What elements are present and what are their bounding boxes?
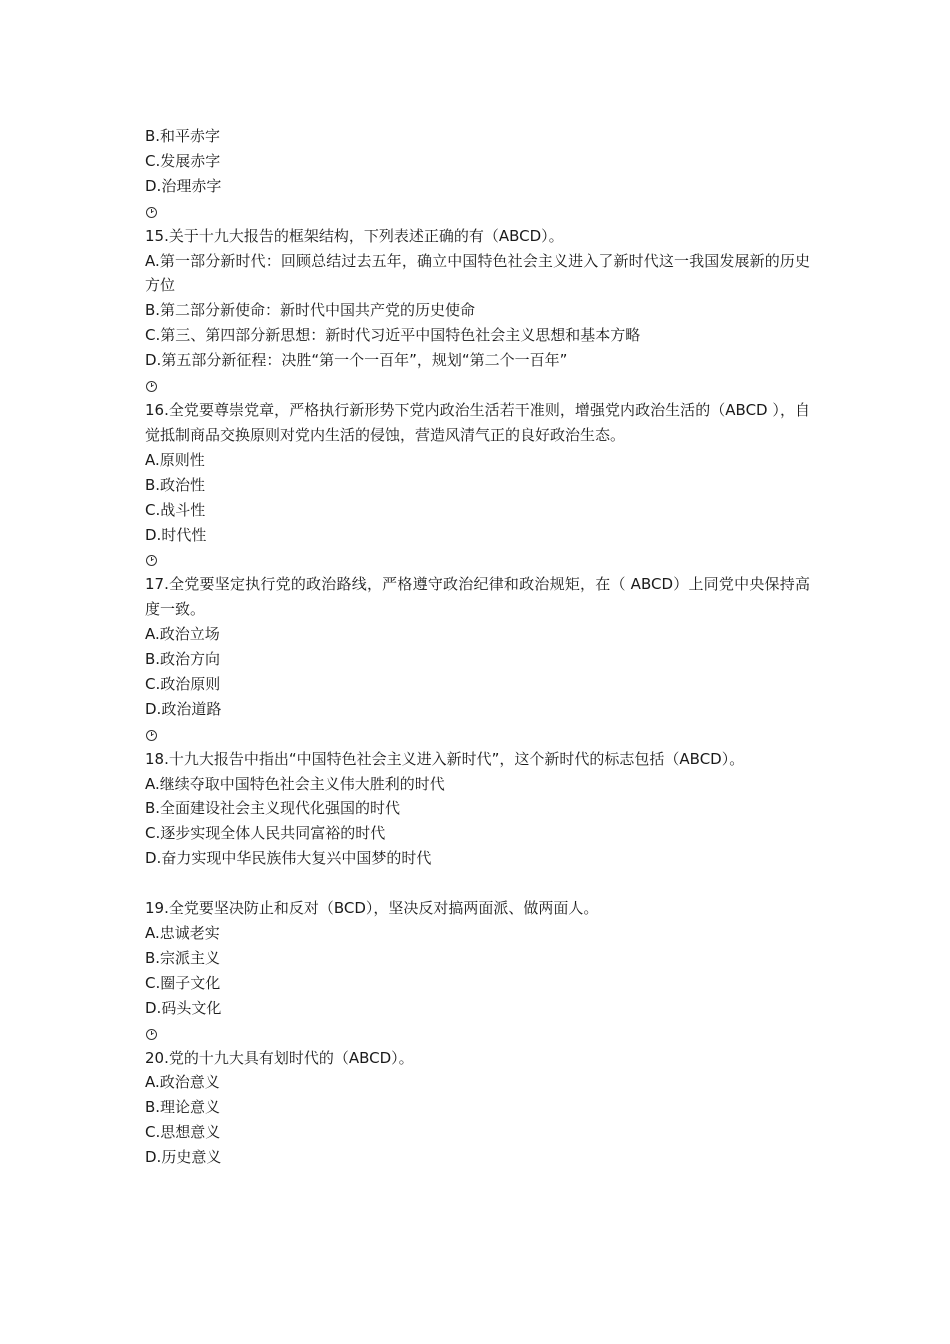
q14-option-c: C.发展赤字 bbox=[145, 151, 221, 170]
clock-icon bbox=[146, 381, 157, 392]
clock-icon bbox=[146, 555, 157, 566]
q17-option-c: C.政治原则 bbox=[145, 674, 221, 693]
q20-question: 20.党的十九大具有划时代的（ABCD）。 bbox=[145, 1048, 414, 1067]
q14-option-d: D.治理赤字 bbox=[145, 176, 222, 195]
q18-question: 18.十九大报告中指出“中国特色社会主义进入新时代”，这个新时代的标志包括（ABCD）。 bbox=[145, 749, 745, 768]
clock-icon bbox=[146, 730, 157, 741]
q20-option-a: A.政治意义 bbox=[145, 1073, 220, 1092]
q15-option-c: C.第三、第四部分新思想：新时代习近平中国特色社会主义思想和基本方略 bbox=[145, 326, 641, 345]
q16-option-c: C.战斗性 bbox=[145, 500, 206, 519]
q20-option-b: B.理论意义 bbox=[145, 1098, 221, 1117]
q18-option-b: B.全面建设社会主义现代化强国的时代 bbox=[145, 799, 401, 818]
q16-option-d: D.时代性 bbox=[145, 525, 207, 544]
q19-option-c: C.圈子文化 bbox=[145, 973, 221, 992]
clock-icon bbox=[146, 207, 157, 218]
q18-option-c: C.逐步实现全体人民共同富裕的时代 bbox=[145, 824, 386, 843]
q15-question: 15.关于十九大报告的框架结构，下列表述正确的有（ABCD）。 bbox=[145, 226, 564, 245]
q19-option-d: D.码头文化 bbox=[145, 998, 222, 1017]
document-body bbox=[145, 124, 810, 1170]
clock-icon-row bbox=[145, 373, 810, 398]
clock-icon-row bbox=[145, 199, 810, 224]
q20-option-c: C.思想意义 bbox=[145, 1123, 221, 1142]
q16-question: 16.全党要尊崇党章，严格执行新形势下党内政治生活若干准则，增强党内政治生活的（ABCD ），自觉抵制商品交换原则对党内生活的侵蚀，营造风清气正的良好政治生态。 bbox=[145, 400, 810, 444]
q17-question: 17.全党要坚定执行党的政治路线，严格遵守政治纪律和政治规矩，在（ ABCD）上同党中央保持高度一致。 bbox=[145, 575, 810, 619]
q19-option-b: B.宗派主义 bbox=[145, 948, 221, 967]
q15-option-d: D.第五部分新征程：决胜“第一个一百年”，规划“第二个一百年” bbox=[145, 351, 568, 370]
q19-question: 19.全党要坚决防止和反对（BCD），坚决反对搞两面派、做两面人。 bbox=[145, 899, 599, 918]
q19-option-a: A.忠诚老实 bbox=[145, 923, 220, 942]
blank-line bbox=[145, 871, 810, 896]
q14-option-b: B.和平赤字 bbox=[145, 127, 221, 145]
q17-option-b: B.政治方向 bbox=[145, 650, 221, 669]
q20-option-d: D.历史意义 bbox=[145, 1148, 222, 1167]
q17-option-a: A.政治立场 bbox=[145, 625, 220, 644]
q16-option-b: B.政治性 bbox=[145, 475, 206, 494]
q16-option-a: A.原则性 bbox=[145, 450, 205, 469]
q15-option-b: B.第二部分新使命：新时代中国共产党的历史使命 bbox=[145, 301, 476, 320]
q18-option-a: A.继续夺取中国特色社会主义伟大胜利的时代 bbox=[145, 774, 445, 793]
q15-option-a: A.第一部分新时代：回顾总结过去五年，确立中国特色社会主义进入了新时代这一我国发展新的历史方位 bbox=[145, 251, 810, 295]
clock-icon-row bbox=[145, 722, 810, 747]
clock-icon-row bbox=[145, 1021, 810, 1046]
clock-icon bbox=[146, 1029, 157, 1040]
clock-icon-row bbox=[145, 547, 810, 572]
q18-option-d: D.奋力实现中华民族伟大复兴中国梦的时代 bbox=[145, 849, 432, 868]
q17-option-d: D.政治道路 bbox=[145, 699, 222, 718]
